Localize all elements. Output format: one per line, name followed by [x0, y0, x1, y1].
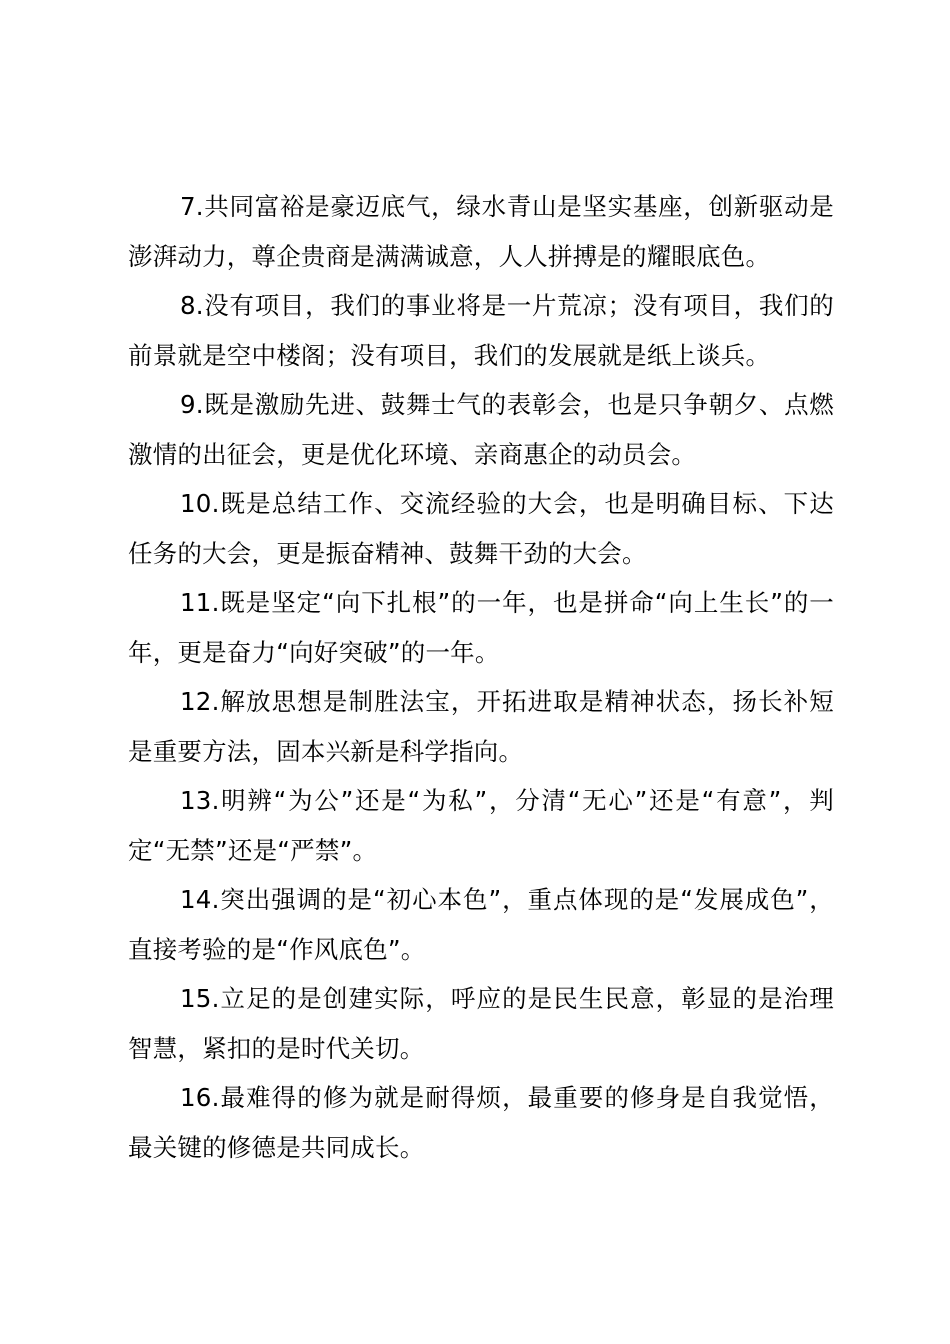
- paragraph-item-12: 12.解放思想是制胜法宝，开拓进取是精神状态，扬长补短是重要方法，固本兴新是科学指向。: [128, 687, 834, 766]
- paragraph-item-13: 13.明辨“为公”还是“为私”，分清“无心”还是“有意”，判定“无禁”还是“严禁”。: [128, 786, 834, 865]
- paragraph-item-10: 10.既是总结工作、交流经验的大会，也是明确目标、下达任务的大会，更是振奋精神、鼓舞干劲的大会。: [128, 489, 834, 568]
- paragraph-item-15: 15.立足的是创建实际，呼应的是民生民意，彰显的是治理智慧，紧扣的是时代关切。: [128, 984, 834, 1063]
- paragraph-item-8: 8.没有项目，我们的事业将是一片荒凉；没有项目，我们的前景就是空中楼阁；没有项目，我们的发展就是纸上谈兵。: [128, 291, 834, 370]
- paragraph-item-11: 11.既是坚定“向下扎根”的一年，也是拼命“向上生长”的一年，更是奋力“向好突破”的一年。: [128, 588, 834, 667]
- paragraph-item-7: 7.共同富裕是豪迈底气，绿水青山是坚实基座，创新驱动是澎湃动力，尊企贵商是满满诚意，人人拼搏是的耀眼底色。: [128, 192, 834, 271]
- document-body: [128, 182, 834, 1172]
- paragraph-item-16: 16.最难得的修为就是耐得烦，最重要的修身是自我觉悟，最关键的修德是共同成长。: [128, 1083, 834, 1162]
- paragraph-item-14: 14.突出强调的是“初心本色”，重点体现的是“发展成色”，直接考验的是“作风底色”。: [128, 885, 834, 964]
- paragraph-item-9: 9.既是激励先进、鼓舞士气的表彰会，也是只争朝夕、点燃激情的出征会，更是优化环境、亲商惠企的动员会。: [128, 390, 834, 469]
